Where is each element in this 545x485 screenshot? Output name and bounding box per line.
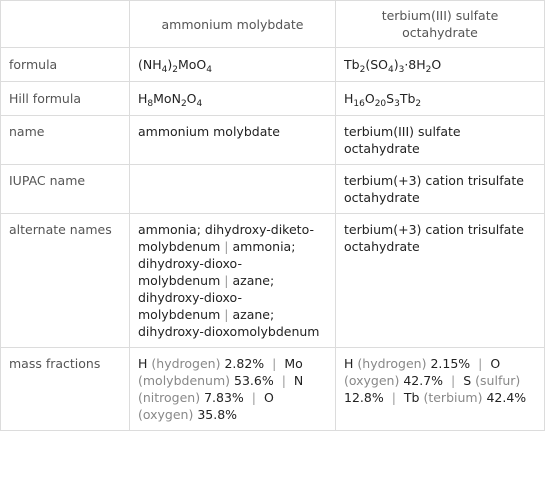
row-label-name: name (1, 116, 130, 165)
formula-subscript: 2 (359, 65, 366, 75)
formula-subscript: 4 (196, 99, 203, 109)
separator: | (281, 373, 286, 388)
corner-cell (1, 1, 130, 48)
row-label-hill-formula: Hill formula (1, 82, 130, 116)
formula-text: MoN (153, 91, 181, 106)
separator: | (451, 373, 456, 388)
element-name: (oxygen) (344, 373, 400, 388)
separator: | (478, 356, 483, 371)
formula-subscript: 4 (161, 65, 168, 75)
element-symbol: N (293, 373, 304, 388)
separator: | (391, 390, 396, 405)
formula-subscript: 4 (206, 65, 213, 75)
alternate-name: terbium(+3) cation trisulfate octahydrate (344, 222, 524, 254)
element-name: (hydrogen) (357, 356, 427, 371)
table-row-hill-formula (1, 82, 545, 116)
row-label-formula: formula (1, 48, 130, 82)
table-row-mass-fractions (1, 348, 545, 431)
element-name: (terbium) (423, 390, 483, 405)
mass-fraction-value: 42.7% (403, 373, 444, 388)
table-row-formula (1, 48, 545, 82)
separator: | (224, 239, 229, 254)
mass-fraction-value: 2.82% (224, 356, 265, 371)
mass-fraction-value: 35.8% (197, 407, 238, 422)
element-name: (sulfur) (475, 373, 521, 388)
formula-subscript: 16 (353, 99, 365, 109)
formula-cell-b (336, 48, 545, 82)
table-row-iupac-name (1, 165, 545, 214)
mass-fraction-value: 7.83% (204, 390, 244, 405)
element-symbol: O (490, 356, 501, 371)
separator: | (224, 307, 229, 322)
header-row (1, 1, 545, 48)
formula-subscript: 4 (387, 65, 394, 75)
element-name: (nitrogen) (138, 390, 201, 405)
formula-subscript: 8 (147, 99, 154, 109)
formula-text: ·8H (404, 57, 426, 72)
element-symbol: Tb (403, 390, 420, 405)
iupac-name-cell-a (130, 165, 336, 214)
element-symbol: Mo (284, 356, 303, 371)
formula-text: Tb (344, 57, 360, 72)
alternate-names-cell-a (130, 214, 336, 348)
formula-text: MoO (178, 57, 207, 72)
formula-text: O (364, 91, 375, 106)
element-symbol: S (463, 373, 472, 388)
hill-formula-cell-b (336, 82, 545, 116)
table-row-name (1, 116, 545, 165)
alternate-name: ammonia; dihydroxy-diketo-molybdenum (138, 222, 314, 254)
separator: | (251, 390, 257, 405)
formula-subscript: 20 (374, 99, 387, 109)
mass-fractions-cell-a (130, 348, 336, 431)
alternate-name: ammonia; dihydroxy-dioxo-molybdenum (138, 239, 296, 288)
element-name: (molybdenum) (138, 373, 231, 388)
iupac-name-cell-b: terbium(+3) cation trisulfate octahydrate (336, 165, 545, 214)
separator: | (224, 273, 229, 288)
mass-fraction-value: 53.6% (234, 373, 274, 388)
name-cell-b: terbium(III) sulfate octahydrate (336, 116, 545, 165)
mass-fraction-value: 2.15% (430, 356, 471, 371)
formula-subscript: 2 (415, 99, 422, 109)
formula-text: (SO (365, 57, 388, 72)
formula-text: O (186, 91, 197, 106)
formula-cell-a (130, 48, 336, 82)
element-symbol: O (264, 390, 274, 405)
element-name: (hydrogen) (151, 356, 221, 371)
row-label-mass-fractions: mass fractions (1, 348, 130, 431)
mass-fraction-value: 12.8% (344, 390, 384, 405)
formula-text: (NH (138, 57, 162, 72)
formula-text: H (138, 91, 148, 106)
formula-subscript: 3 (398, 65, 405, 75)
element-symbol: H (344, 356, 354, 371)
separator: | (272, 356, 277, 371)
row-label-iupac-name: IUPAC name (1, 165, 130, 214)
mass-fractions-cell-b (336, 348, 545, 431)
row-label-alternate-names: alternate names (1, 214, 130, 348)
formula-text: Tb (399, 91, 416, 106)
alternate-name: azane; dihydroxy-dioxomolybdenum (138, 307, 320, 339)
column-header-ammonium-molybdate: ammonium molybdate (130, 1, 336, 48)
formula-subscript: 2 (425, 65, 432, 75)
formula-subscript: 2 (172, 65, 178, 75)
formula-text: O (431, 57, 442, 72)
element-name: (oxygen) (138, 407, 194, 422)
formula-subscript: 3 (394, 99, 400, 109)
column-header-terbium-sulfate: terbium(III) sulfate octahydrate (336, 1, 545, 48)
alternate-name: azane; dihydroxy-dioxo-molybdenum (138, 273, 275, 322)
name-cell-a: ammonium molybdate (130, 116, 336, 165)
alternate-names-cell-b (336, 214, 545, 348)
formula-text: S (386, 91, 395, 106)
hill-formula-cell-a (130, 82, 336, 116)
formula-text: H (344, 91, 354, 106)
element-symbol: H (138, 356, 148, 371)
table-row-alternate-names (1, 214, 545, 348)
formula-text: ) (167, 57, 173, 72)
formula-subscript: 2 (180, 99, 187, 109)
mass-fraction-value: 42.4% (486, 390, 527, 405)
formula-text: ) (393, 57, 399, 72)
